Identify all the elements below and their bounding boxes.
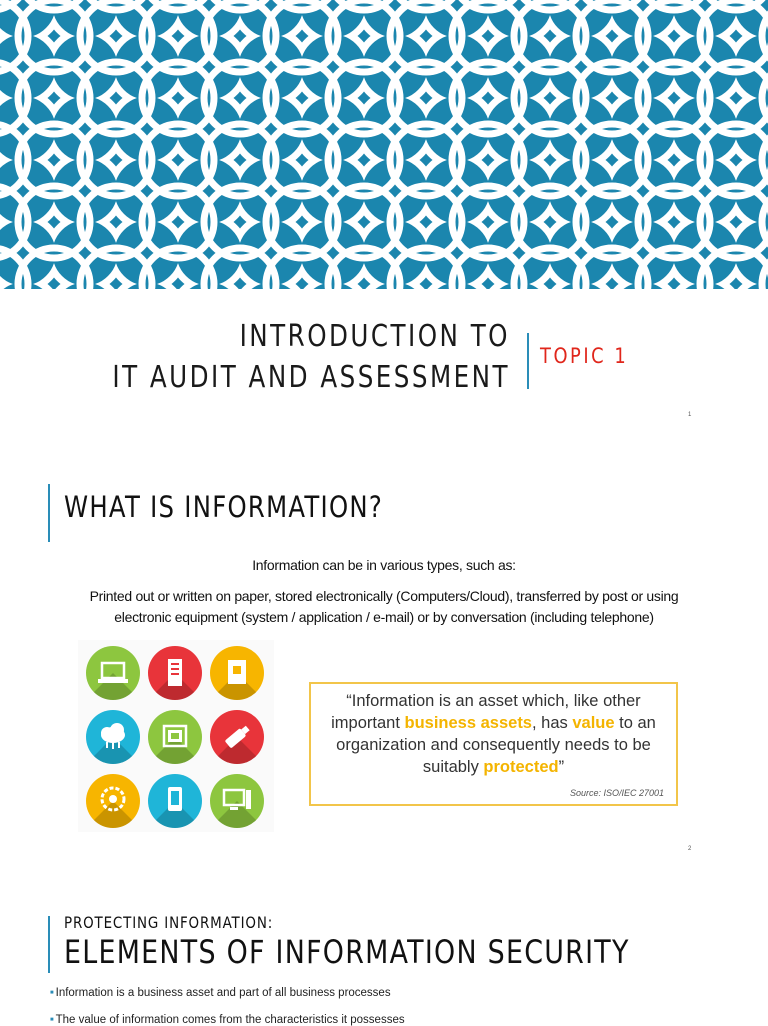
computer-icon: [210, 774, 264, 828]
quote-box: [309, 682, 678, 806]
title-line-1: INTRODUCTION TO: [239, 319, 510, 354]
bullet-item-2: ■ The value of information comes from the characteristics it possesses: [50, 1014, 405, 1026]
bullet-item-1: ■ Information is a business asset and part of all business processes: [50, 987, 391, 999]
quote-text: [311, 690, 676, 778]
topic-label: TOPIC 1: [540, 344, 629, 368]
quote-line-3: organization and consequently needs to be: [336, 736, 651, 754]
page-number-1: 1: [688, 412, 692, 418]
header-pattern: [0, 0, 768, 289]
quote-line-4: suitably protected”: [422, 758, 565, 776]
section-accent-bar: [48, 484, 50, 542]
cloud-icon: [86, 710, 140, 764]
notebook-icon: [210, 646, 264, 700]
quote-line-2: important business assets, has value to an: [331, 714, 656, 732]
title-divider: [527, 333, 529, 389]
usb-drive-icon: [210, 710, 264, 764]
highlight-value: value: [572, 714, 615, 732]
intro-text: Information can be in various types, such as:: [252, 557, 516, 573]
section-heading-what-is-information: WHAT IS INFORMATION?: [64, 490, 384, 524]
server-icon: [148, 646, 202, 700]
tablet-icon: [148, 774, 202, 828]
quote-line-1: “Information is an asset which, like other: [346, 692, 641, 710]
image-icon: [148, 710, 202, 764]
slide-title: [92, 316, 510, 398]
section-heading-elements-of-security: ELEMENTS OF INFORMATION SECURITY: [64, 933, 630, 971]
types-text-line-2: electronic equipment (system / application / e-mail) or by conversation (including telephone): [114, 609, 654, 625]
information-icons-grid: [78, 640, 274, 832]
page-number-2: 2: [688, 846, 692, 852]
quote-source: Source: ISO/IEC 27001: [569, 788, 664, 798]
section-accent-bar-2: [48, 916, 50, 973]
highlight-protected: protected: [483, 758, 559, 776]
types-text-line-1: Printed out or written on paper, stored electronically (Computers/Cloud), transferred by post or using: [89, 588, 679, 604]
highlight-business-assets: business assets: [404, 714, 532, 732]
section-subheading-protecting-information: PROTECTING INFORMATION:: [64, 913, 274, 932]
disc-icon: [86, 774, 140, 828]
title-line-2: IT AUDIT AND ASSESSMENT: [112, 360, 510, 395]
laptop-icon: [86, 646, 140, 700]
